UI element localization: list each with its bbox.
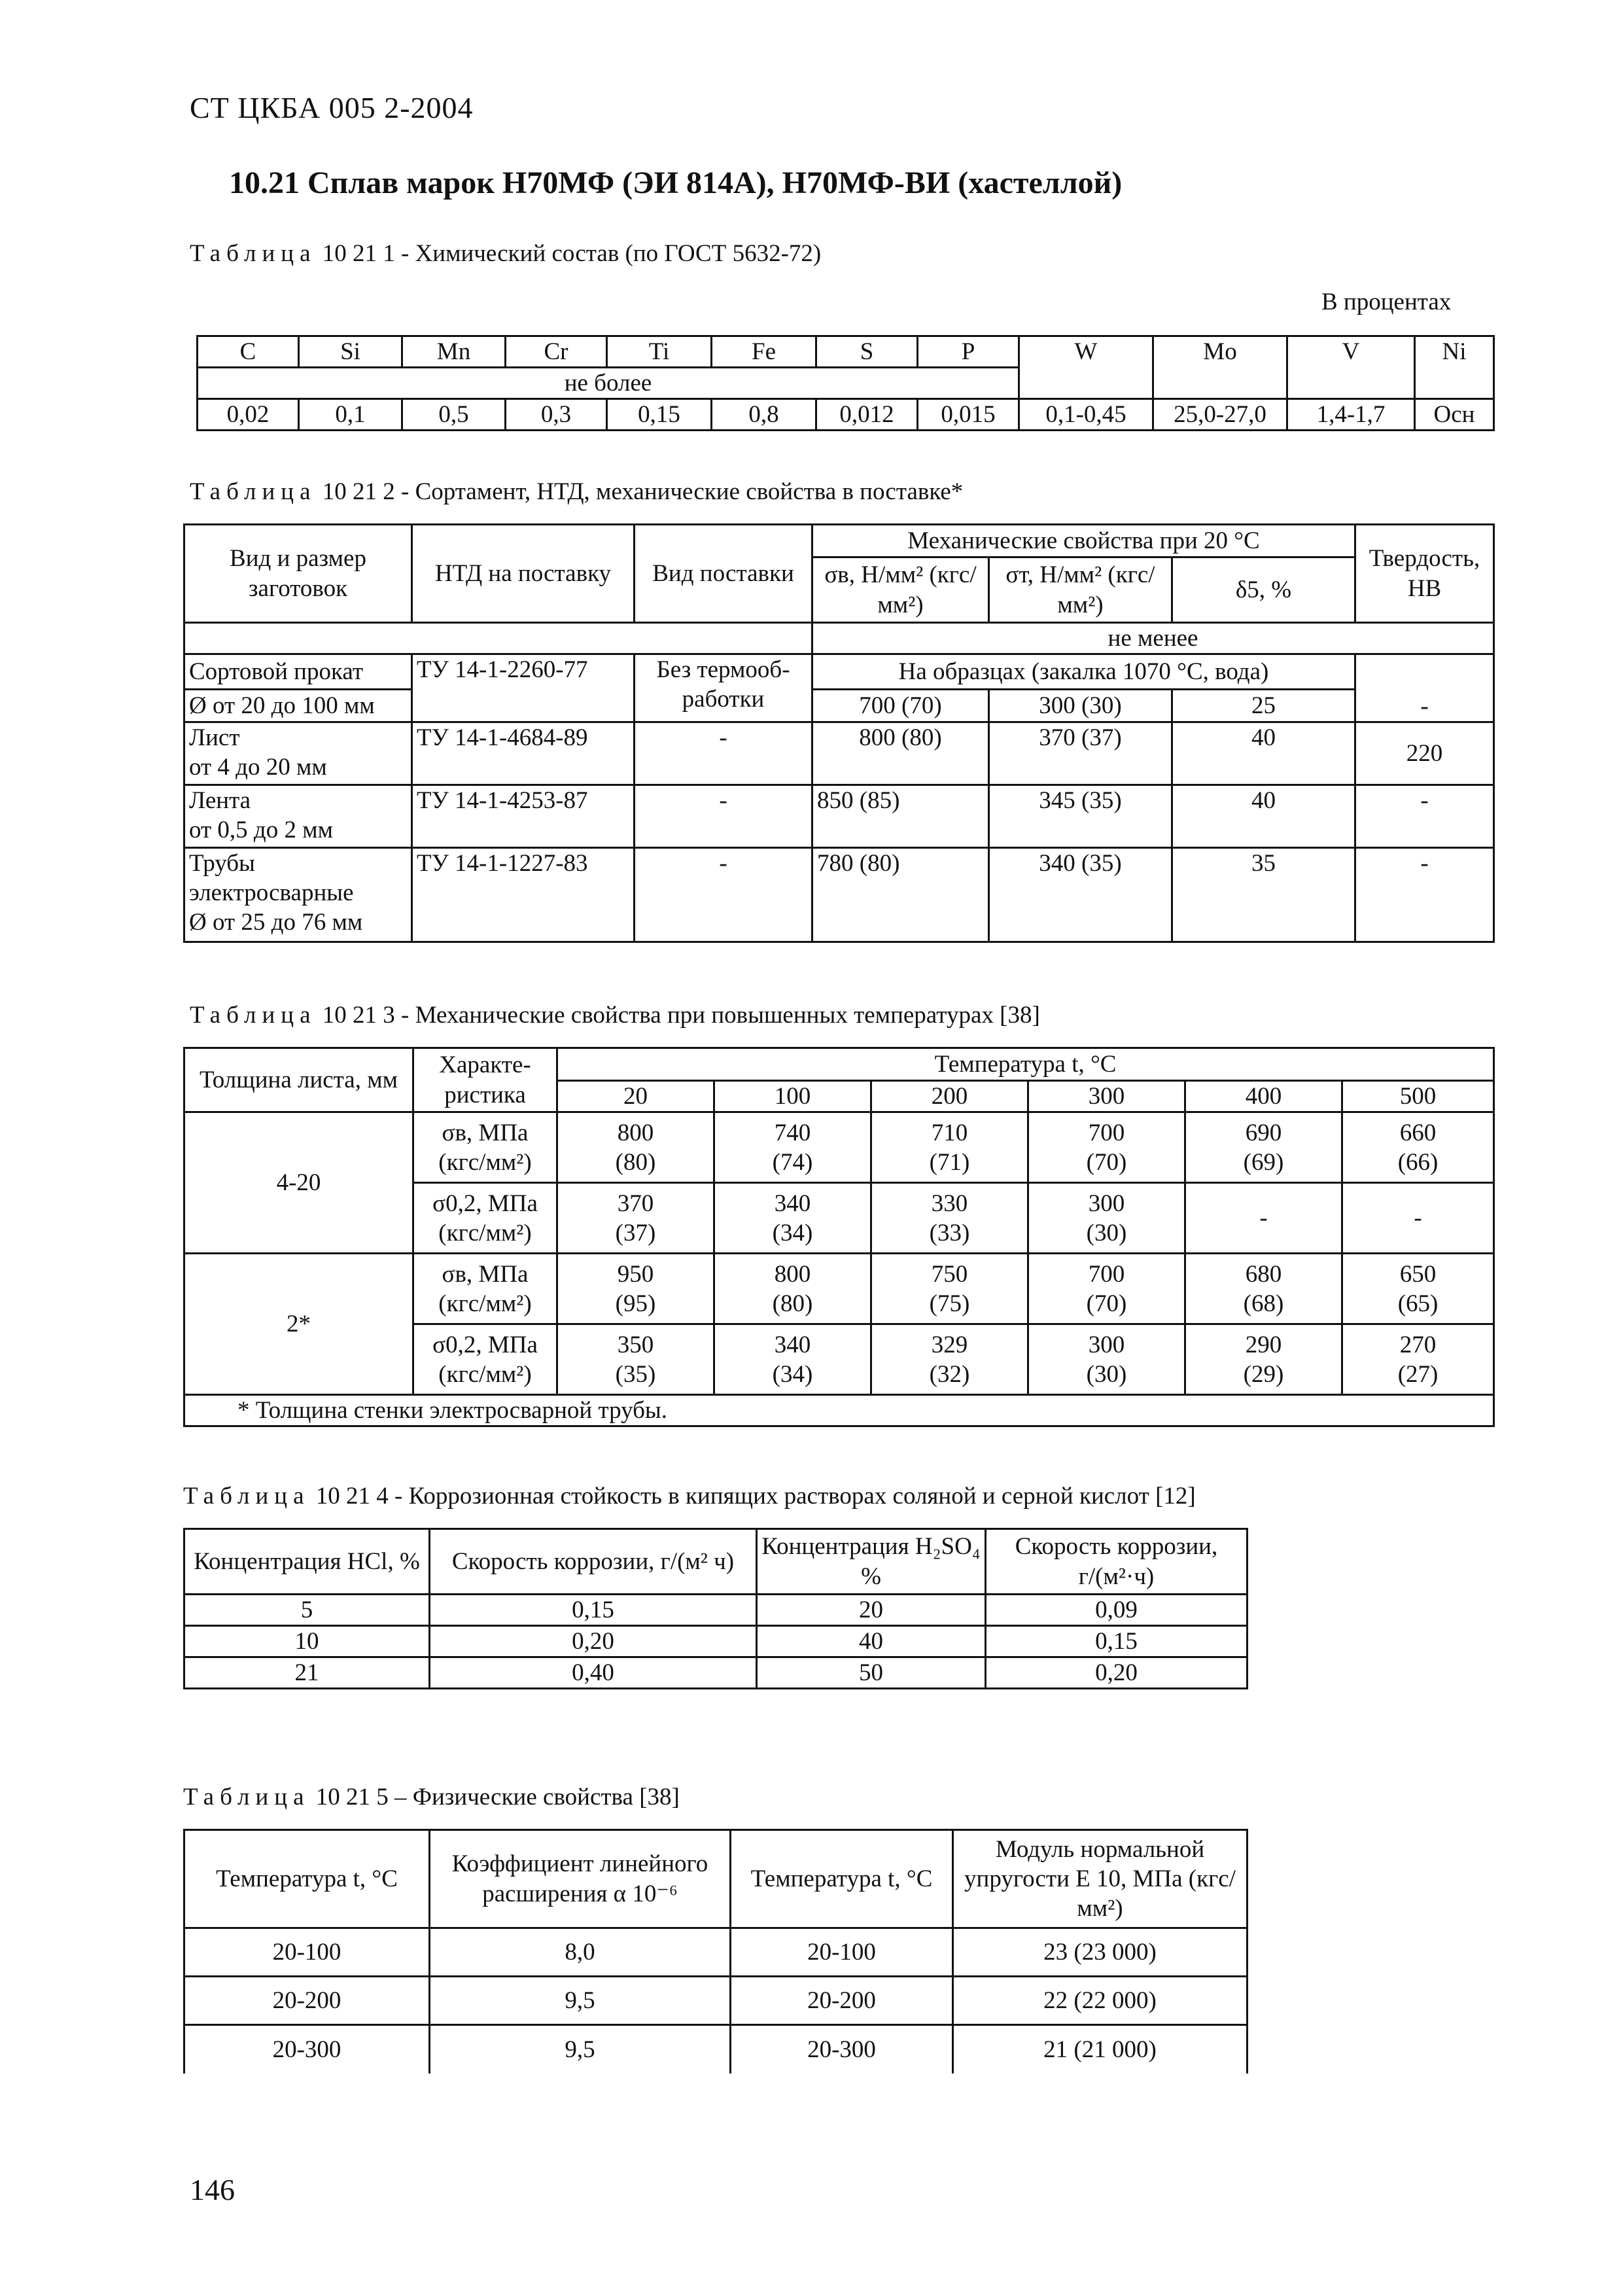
row-ntd: ТУ 14-1-4253-87 — [412, 785, 635, 848]
characteristic-cell: σ0,2, МПа (кгс/мм²) — [413, 1183, 557, 1254]
header-delivery: Вид поставки — [635, 525, 812, 623]
row-hardness: 220 — [1355, 722, 1494, 785]
header-temperature: Температура t, °С — [731, 1830, 953, 1928]
corrosion-table — [183, 1528, 1248, 1689]
element-value: 25,0-27,0 — [1153, 399, 1287, 431]
row-sigma-b: 800 (80) — [812, 722, 989, 785]
value-cell: 300 (30) — [1028, 1324, 1185, 1395]
value-cell: 350 (35) — [557, 1324, 714, 1395]
value-cell: 800 (80) — [714, 1254, 871, 1324]
row-delta: 40 — [1172, 785, 1355, 848]
element-header: C — [198, 336, 299, 368]
value-cell: 700 (70) — [1028, 1254, 1185, 1324]
element-header: P — [918, 336, 1019, 368]
element-value: 0,1-0,45 — [1019, 399, 1153, 431]
header-temperature: Температура t, °С — [184, 1830, 430, 1928]
assortment-table — [183, 523, 1495, 943]
header-modulus: Модуль нормальной упругости Е 10, МПа (кгс/мм²) — [953, 1830, 1248, 1928]
table1-header-row — [198, 336, 1494, 368]
row-kind: Лист от 4 до 20 мм — [184, 722, 412, 785]
value-cell: 300 (30) — [1028, 1183, 1185, 1254]
header-rate-h2so4: Скорость коррозии, г/(м²·ч) — [986, 1529, 1248, 1595]
value-cell: - — [1342, 1183, 1494, 1254]
table-row: 21 0,40 50 0,20 — [184, 1657, 1248, 1689]
value-cell: 290 (29) — [1185, 1324, 1342, 1395]
row-sigma-t: 370 (37) — [989, 722, 1172, 785]
element-value: 0,8 — [712, 399, 816, 431]
element-value: 0,3 — [506, 399, 607, 431]
element-value: 0,012 — [816, 399, 918, 431]
element-header: Ti — [607, 336, 712, 368]
table-row: 20-300 9,5 20-300 21 (21 000) — [184, 2025, 1248, 2074]
element-header: Mo — [1153, 336, 1287, 399]
element-value: 0,015 — [918, 399, 1019, 431]
table1-units: В процентах — [1321, 289, 1452, 315]
element-value: 0,1 — [299, 399, 402, 431]
value-cell: - — [1185, 1183, 1342, 1254]
value-cell: 690 (69) — [1185, 1112, 1342, 1183]
table-row: 10 0,20 40 0,15 — [184, 1626, 1248, 1657]
table1-caption: Таблица 10 21 1 - Химический состав (по ГОСТ 5632-72) — [190, 240, 822, 267]
header-delta: δ5, % — [1172, 557, 1355, 623]
element-value: 0,5 — [402, 399, 506, 431]
spacer-cell — [184, 623, 812, 654]
element-value: Осн — [1415, 399, 1494, 431]
header-hcl: Концентрация HCl, % — [184, 1529, 430, 1595]
row-ntd: ТУ 14-1-1227-83 — [412, 848, 635, 942]
value-cell: 750 (75) — [871, 1254, 1028, 1324]
table1-values-row — [198, 399, 1494, 431]
row-delivery: - — [635, 785, 812, 848]
page-number: 146 — [190, 2173, 235, 2206]
value-cell: 710 (71) — [871, 1112, 1028, 1183]
table-row: 20-100 8,0 20-100 23 (23 000) — [184, 1928, 1248, 1977]
row-sigma-t: 345 (35) — [989, 785, 1172, 848]
table-row: 20-200 9,5 20-200 22 (22 000) — [184, 1977, 1248, 2025]
thickness-value: 2* — [184, 1254, 413, 1395]
row-kind-size: Ø от 20 до 100 мм — [184, 690, 412, 722]
not-less-note: не менее — [812, 623, 1494, 654]
header-sigma-t: σт, Н/мм² (кгс/мм²) — [989, 557, 1172, 623]
section-title: 10.21 Сплав марок Н70МФ (ЭИ 814А), Н70МФ-ВИ (хастеллой) — [229, 166, 1123, 200]
value-cell: 650 (65) — [1342, 1254, 1494, 1324]
row-delivery: Без термооб-работки — [635, 654, 812, 722]
characteristic-cell: σв, МПа (кгс/мм²) — [413, 1254, 557, 1324]
chemical-composition-table — [196, 335, 1495, 431]
value-cell: 950 (95) — [557, 1254, 714, 1324]
elevated-temperature-table — [183, 1047, 1495, 1427]
table5-caption: Таблица 10 21 5 – Физические свойства [38] — [183, 1784, 680, 1810]
thickness-value: 4-20 — [184, 1112, 413, 1254]
element-value: 1,4-1,7 — [1287, 399, 1415, 431]
physical-properties-table — [183, 1829, 1248, 2074]
row-ntd: ТУ 14-1-4684-89 — [412, 722, 635, 785]
value-cell: 340 (34) — [714, 1324, 871, 1395]
element-value: 0,02 — [198, 399, 299, 431]
value-cell: 340 (34) — [714, 1183, 871, 1254]
element-header: S — [816, 336, 918, 368]
row-hardness: - — [1355, 654, 1494, 722]
row-hardness: - — [1355, 785, 1494, 848]
value-cell: 740 (74) — [714, 1112, 871, 1183]
table-row: 5 0,15 20 0,09 — [184, 1595, 1248, 1626]
temp-header: 400 — [1185, 1081, 1342, 1112]
row-kind: Лента от 0,5 до 2 мм — [184, 785, 412, 848]
limit-note: не более — [198, 368, 1019, 399]
row-sigma-t: 300 (30) — [989, 690, 1172, 722]
row-kind: Трубы электросварные Ø от 25 до 76 мм — [184, 848, 412, 942]
characteristic-cell: σв, МПа (кгс/мм²) — [413, 1112, 557, 1183]
row-delta: 25 — [1172, 690, 1355, 722]
characteristic-cell: σ0,2, МПа (кгс/мм²) — [413, 1324, 557, 1395]
row-sigma-b: 700 (70) — [812, 690, 989, 722]
value-cell: 800 (80) — [557, 1112, 714, 1183]
header-ntd: НТД на поставку — [412, 525, 635, 623]
temp-header: 300 — [1028, 1081, 1185, 1112]
value-cell: 370 (37) — [557, 1183, 714, 1254]
table3-caption: Таблица 10 21 3 - Механические свойства при повышенных температурах [38] — [190, 1002, 1040, 1029]
document-header: СТ ЦКБА 005 2-2004 — [190, 91, 474, 124]
temp-header: 200 — [871, 1081, 1028, 1112]
header-thickness: Толщина листа, мм — [184, 1048, 413, 1112]
row-sigma-b: 850 (85) — [812, 785, 989, 848]
value-cell: 270 (27) — [1342, 1324, 1494, 1395]
table4-caption: Таблица 10 21 4 - Коррозионная стойкость в кипящих растворах соляной и серной кислот [12] — [183, 1483, 1196, 1510]
element-header: Cr — [506, 336, 607, 368]
row-kind: Сортовой прокат — [184, 654, 412, 690]
header-expansion: Коэффициент линейного расширения α 10⁻⁶ — [430, 1830, 731, 1928]
value-cell: 660 (66) — [1342, 1112, 1494, 1183]
row-delta: 40 — [1172, 722, 1355, 785]
element-header: W — [1019, 336, 1153, 399]
temp-header: 500 — [1342, 1081, 1494, 1112]
element-value: 0,15 — [607, 399, 712, 431]
row-hardness: - — [1355, 848, 1494, 942]
element-header: V — [1287, 336, 1415, 399]
element-header: Ni — [1415, 336, 1494, 399]
element-header: Si — [299, 336, 402, 368]
row-delivery: - — [635, 722, 812, 785]
row-delivery: - — [635, 848, 812, 942]
value-cell: 680 (68) — [1185, 1254, 1342, 1324]
header-rate-hcl: Скорость коррозии, г/(м² ч) — [430, 1529, 757, 1595]
header-hardness: Твердость, НВ — [1355, 525, 1494, 623]
table3-footnote: * Толщина стенки электросварной трубы. — [184, 1395, 1494, 1426]
value-cell: 329 (32) — [871, 1324, 1028, 1395]
element-header: Fe — [712, 336, 816, 368]
header-temperature: Температура t, °С — [557, 1048, 1494, 1081]
header-characteristic: Характе-ристика — [413, 1048, 557, 1112]
row-sigma-b: 780 (80) — [812, 848, 989, 942]
table2-caption: Таблица 10 21 2 - Сортамент, НТД, механические свойства в поставке* — [190, 478, 964, 505]
row-ntd: ТУ 14-1-2260-77 — [412, 654, 635, 722]
row-delta: 35 — [1172, 848, 1355, 942]
header-sigma-b: σв, Н/мм² (кгс/мм²) — [812, 557, 989, 623]
temp-header: 100 — [714, 1081, 871, 1112]
header-h2so4: Концентрация H₂SO₄ % — [757, 1529, 986, 1595]
value-cell: 700 (70) — [1028, 1112, 1185, 1183]
header-kind: Вид и размер заготовок — [184, 525, 412, 623]
element-header: Mn — [402, 336, 506, 368]
row-sigma-t: 340 (35) — [989, 848, 1172, 942]
sample-note: На образцах (закалка 1070 °С, вода) — [812, 654, 1355, 690]
header-mechanical: Механические свойства при 20 °С — [812, 525, 1355, 557]
value-cell: 330 (33) — [871, 1183, 1028, 1254]
temp-header: 20 — [557, 1081, 714, 1112]
